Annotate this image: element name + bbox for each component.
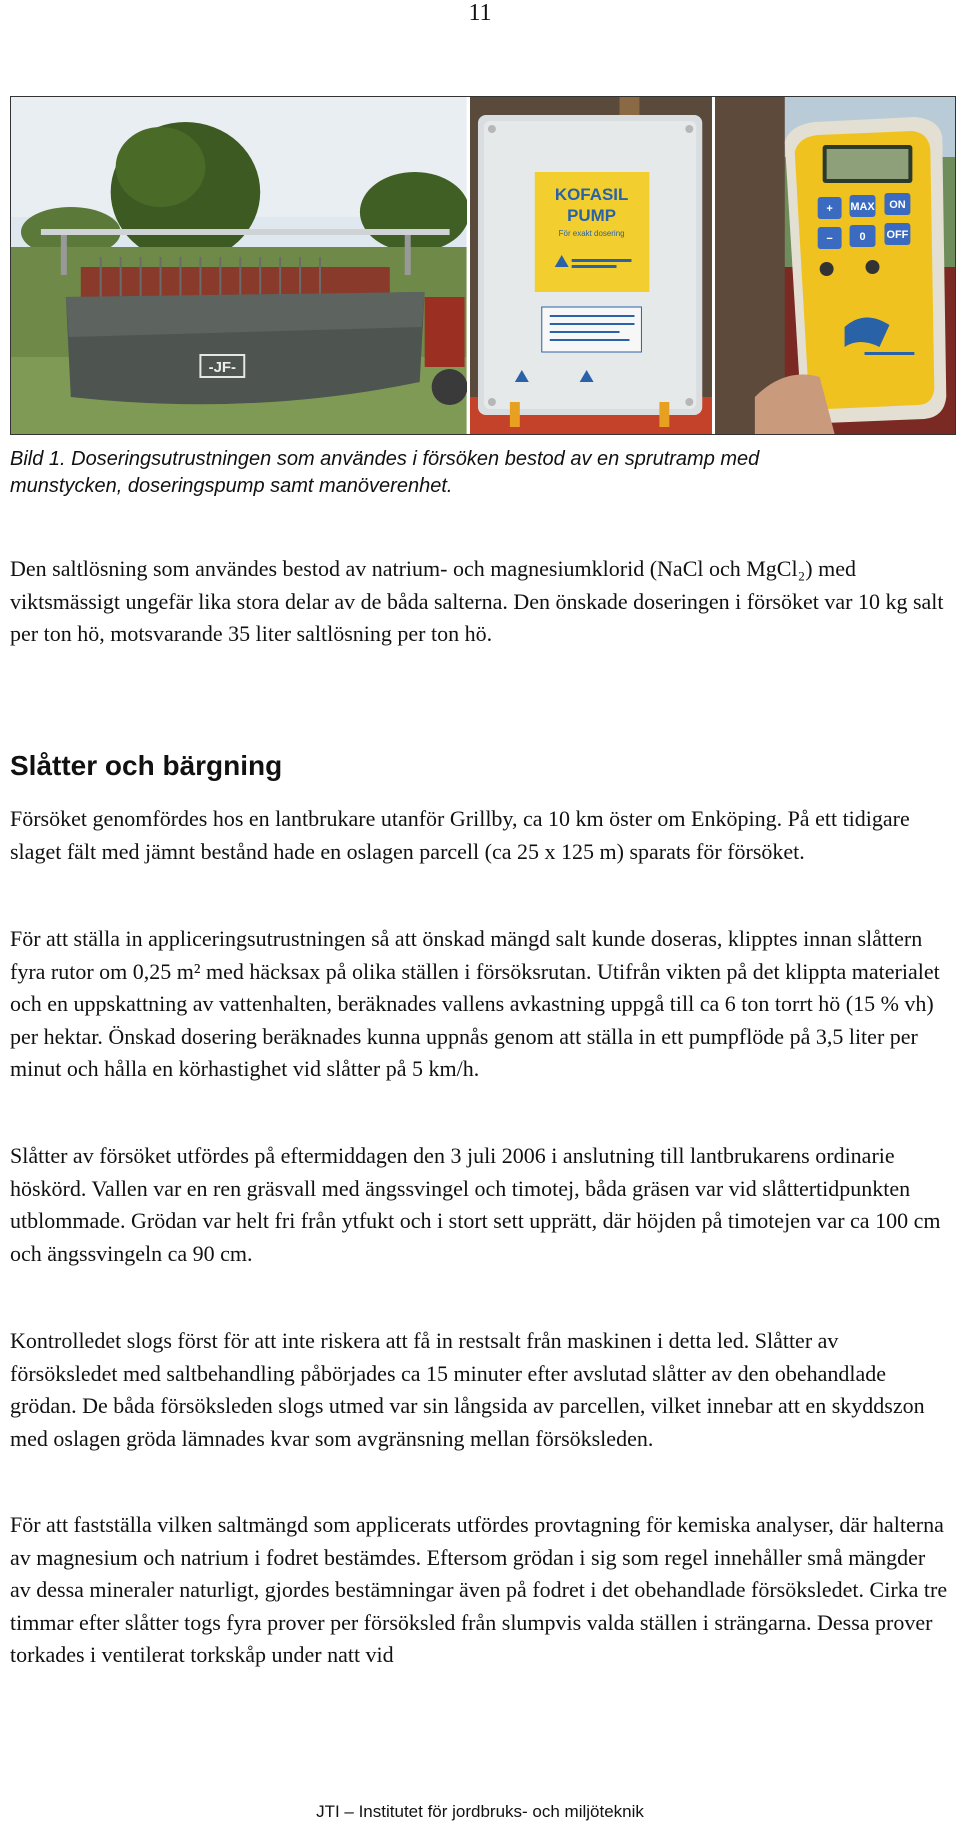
- section-heading: Slåtter och bärgning: [10, 750, 283, 781]
- controller-button-on: ON: [888, 198, 906, 212]
- figure-photo-strip: [10, 96, 956, 435]
- paragraph-salt-solution: Den saltlösning som användes bestod av natrium- och magnesiumklorid (NaCl och MgCl₂) med viktsmässigt ungefär lika stora delar av de båda salterna. Den önskade doseringen i försöket var 10 kg salt per ton hö, motsvarande 35 liter saltlösning per ton hö.: [10, 556, 944, 646]
- controller-button-off: OFF: [886, 228, 909, 242]
- photo-dosing-pump: [470, 97, 715, 434]
- page-number: 11: [468, 0, 492, 26]
- paragraph-trial-location: Försöket genomfördes hos en lantbrukare utanför Grillby, ca 10 km öster om Enköping. På ett tidigare slaget fält med jämnt bestånd hade en oslagen parcell (ca 25 x 125 m) sparats för försöket.: [10, 806, 910, 864]
- figure-caption: [10, 446, 940, 500]
- controller-button-plus: +: [826, 202, 833, 216]
- pump-label-line2: PUMP: [566, 205, 616, 226]
- controller-button-max: MAX: [850, 200, 875, 214]
- caption-line-1: Bild 1. Doseringsutrustningen som användes i försöken bestod av en sprutramp med: [10, 448, 760, 470]
- photo-control-unit: [715, 97, 955, 434]
- paragraph-control-treatment: Kontrolledet slogs först för att inte riskera att få in restsalt från maskinen i detta led. Slåtter av försöksledet med saltbehandling påbörjades ca 15 minuter efter avslutad slåtter av den obehandlade grödan. De båda försöksleden slogs utmed var sin långsida av parcellen, vilket innebar att en skyddszon med oslagen gröda lämnades kvar som avgränsning mellan försöksleden.: [10, 1328, 925, 1451]
- controller-button-minus: −: [826, 232, 833, 246]
- caption-line-2: munstycken, doseringspump samt manöverenhet.: [10, 475, 453, 497]
- controller-button-zero: 0: [859, 230, 866, 244]
- pump-label-line1: KOFASIL: [554, 184, 628, 205]
- paragraph-equipment-calibration: För att ställa in appliceringsutrustningen så att önskad mängd salt kunde doseras, klipptes innan slåttern fyra rutor om 0,25 m² med häcksax på olika ställen i försöksrutan. Utifrån vikten på det klippta materialet och en uppskattning av vattenhalten, beräknades vallens avkastning uppgå till ca 6 ton torrt hö (15 % vh) per hektar. Önskad dosering beräknades kunna uppnås genom att ställa in ett pumpflöde på 3,5 liter per minut och hålla en körhastighet vid slåtter på 5 km/h.: [10, 926, 940, 1081]
- paragraph-harvest-date: Slåtter av försöket utfördes på eftermiddagen den 3 juli 2006 i anslutning till lantbrukarens ordinarie höskörd. Vallen var en ren gräsvall med ängssvingel och timotej, båda gräsen var vid slåttertidpunkten utblommade. Grödan var helt fri från ytfukt och i stort sett upprätt, där höjden på timotejen var ca 100 cm och ängssvingeln ca 90 cm.: [10, 1143, 941, 1266]
- pump-label-line3: För exakt dosering: [558, 228, 625, 239]
- page-footer: JTI – Institutet för jordbruks- och miljöteknik: [316, 1802, 644, 1821]
- mower-logo-text: -JF-: [208, 358, 237, 377]
- photo-mower-spray-boom: [11, 97, 470, 434]
- paragraph-sampling: För att fastställa vilken saltmängd som applicerats utfördes provtagning för kemiska analyser, där halterna av magnesium och natrium i fodret bestämdes. Eftersom grödan i sig som regel innehåller små mängder av dessa mineraler naturligt, gjordes bestämningar även på fodret i det obehandlade försöksledet. Cirka tre timmar efter slåtter togs fyra prover per försöksled från slumpvis valda ställen i strängarna. Dessa prover torkades i ventilerat torkskåp under natt vid: [10, 1512, 948, 1667]
